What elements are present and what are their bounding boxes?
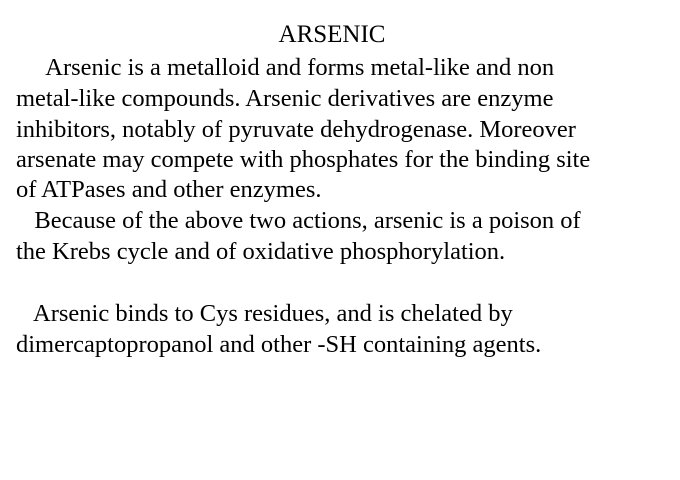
paragraph-3-line-2: dimercaptopropanol and other -SH containing agents. [16, 331, 542, 358]
paragraph-1-line-3: inhibitors, notably of pyruvate dehydrogenase. Moreover [16, 116, 576, 143]
paragraph-1-line-5: of ATPases and other enzymes. [16, 176, 322, 203]
paragraph-2-line-2: the Krebs cycle and of oxidative phosphorylation. [16, 238, 506, 265]
paragraph-2-line-1: Because of the above two actions, arsenic is a poison of [16, 207, 581, 234]
document-title: ARSENIC [278, 21, 386, 48]
paragraph-1-line-2: metal-like compounds. Arsenic derivatives are enzyme [16, 85, 554, 112]
paragraph-1-line-1: Arsenic is a metalloid and forms metal-like and non [16, 54, 555, 81]
paragraph-3-line-1: Arsenic binds to Cys residues, and is chelated by [16, 300, 513, 327]
paragraph-1-line-4: arsenate may compete with phosphates for the binding site [16, 146, 591, 173]
